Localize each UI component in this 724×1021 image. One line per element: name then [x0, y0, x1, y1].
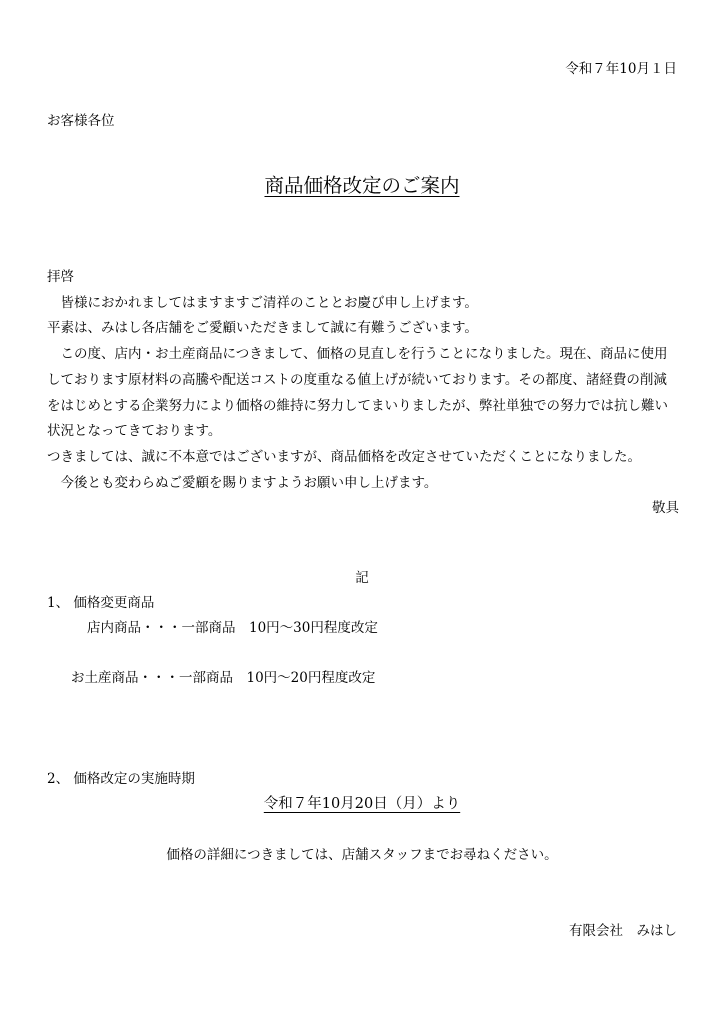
section2-heading: 2、 価格改定の実施時期 [47, 771, 195, 787]
document-date: 令和７年10月１日 [565, 61, 677, 77]
letter-body [47, 265, 679, 522]
effective-date-text: 令和７年10月20日（月）より [263, 796, 461, 812]
effective-date [0, 797, 724, 812]
thanks-paragraph: 平素は、みはし各店舗をご愛顧いただきまして誠に有難うございます。 [47, 320, 478, 337]
price-change-item-store: 店内商品・・・一部商品 10円～30円程度改定 [87, 620, 378, 636]
section1-heading: 1、 価格変更商品 [47, 595, 155, 611]
announcement-paragraph: つきましては、誠に不本意ではございますが、商品価格を改定させていただくことになりました。 [47, 448, 641, 465]
request-paragraph: 今後とも変わらぬご愛顧を賜りますようお願い申し上げます。 [60, 474, 438, 491]
greeting-paragraph: 皆様におかれましてはますますご清祥のこととお慶び申し上げます。 [60, 294, 478, 311]
reason-paragraph: この度、店内・お土産商品につきまして、価格の見直しを行うことになりました。現在、商品に使用しております原材料の高騰や配送コストの度重なる値上げが続いております。その都度、諸経費の削減をはじめとする企業努力により価格の維持に努力してまいりましたが、弊社単独での努力では抗し難い状況となってきております。 [47, 346, 668, 440]
price-change-item-souvenir: お土産商品・・・一部商品 10円～20円程度改定 [71, 670, 376, 686]
document-title-text: 商品価格改定のご案内 [264, 174, 460, 197]
company-name: 有限会社 みはし [569, 923, 677, 939]
closing-salutation: 敬具 [652, 500, 679, 517]
opening-salutation: 拝啓 [47, 269, 74, 285]
details-notice: 価格の詳細につきましては、店舗スタッフまでお尋ねください。 [166, 847, 558, 863]
addressee: お客様各位 [47, 113, 115, 129]
ki-marker: 記 [355, 570, 369, 586]
document-title [0, 176, 724, 196]
